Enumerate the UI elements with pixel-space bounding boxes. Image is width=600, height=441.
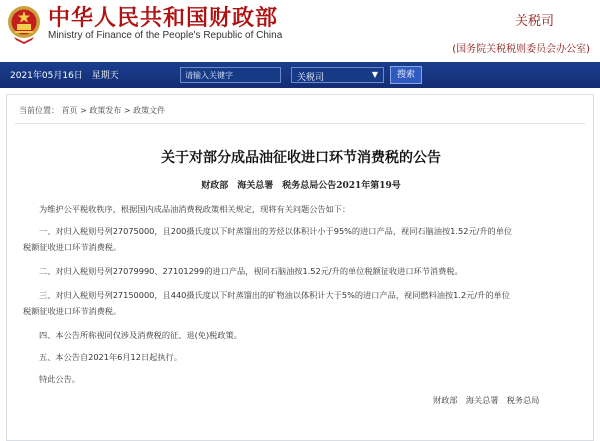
paragraph-closing: 特此公告。: [39, 374, 80, 384]
breadcrumb-separator: >: [80, 106, 87, 115]
paragraph-item-3: 三、对归入税则号列27150000，且440摄氏度以下时蒸馏出的矿物油以体积计大于5%的进口产品，视同燃料油按1.2元/升的单位: [39, 290, 510, 300]
content-panel: [6, 94, 594, 441]
breadcrumb-separator: >: [123, 106, 131, 115]
breadcrumb-prefix: 当前位置：: [19, 106, 59, 115]
site-header: [0, 0, 600, 60]
search-scope-value: 关税司: [297, 73, 325, 83]
paragraph-intro: 为维护公平税收秩序，根据国内成品油消费税政策相关规定，现将有关问题公告如下：: [39, 204, 351, 214]
paragraph-item-3-cont: 税额征收进口环节消费税。: [23, 306, 122, 316]
department-name[interactable]: 关税司: [514, 14, 554, 29]
breadcrumb-policy-release[interactable]: 政策发布: [89, 106, 122, 115]
divider: [15, 123, 585, 124]
breadcrumb-policy-documents[interactable]: 政策文件: [133, 106, 166, 115]
search-input[interactable]: [180, 67, 281, 83]
paragraph-item-2: 二、对归入税则号列27079990、27101299的进口产品，视同石脑油按1.52元/升的单位税额征收进口环节消费税。: [39, 266, 463, 276]
current-date: 2021年05月16日 星期天: [10, 71, 119, 81]
site-title: 中华人民共和国财政部: [48, 5, 279, 31]
paragraph-item-1-cont: 税额征收进口环节消费税。: [23, 242, 122, 252]
national-emblem-icon: [6, 3, 42, 45]
paragraph-item-1: 一、对归入税则号列27075000，且200摄氏度以下时蒸馏出的芳烃以体积计小于95%的进口产品，视同石脑油按1.52元/升的单位: [39, 226, 513, 236]
chevron-down-icon: ▼: [371, 70, 378, 79]
paragraph-item-5: 五、本公告自2021年6月12日起执行。: [39, 352, 182, 362]
paragraph-item-4: 四、本公告所称视同仅涉及消费税的征、退(免)税政策。: [39, 330, 242, 340]
breadcrumb: [19, 105, 165, 116]
document-issuer: 财政部 海关总署 税务总局公告2021年第19号: [201, 181, 401, 191]
document-signature: 财政部 海关总署 税务总局: [433, 395, 540, 405]
site-subtitle: Ministry of Finance of the People's Republic of China: [48, 30, 283, 41]
department-subtitle: (国务院关税税则委员会办公室): [452, 44, 590, 55]
search-scope-select[interactable]: [291, 67, 384, 83]
document-title: 关于对部分成品油征收进口环节消费税的公告: [161, 150, 441, 166]
breadcrumb-home[interactable]: 首页: [61, 106, 78, 115]
nav-bar: [0, 62, 600, 88]
search-button[interactable]: 搜索: [390, 66, 422, 84]
